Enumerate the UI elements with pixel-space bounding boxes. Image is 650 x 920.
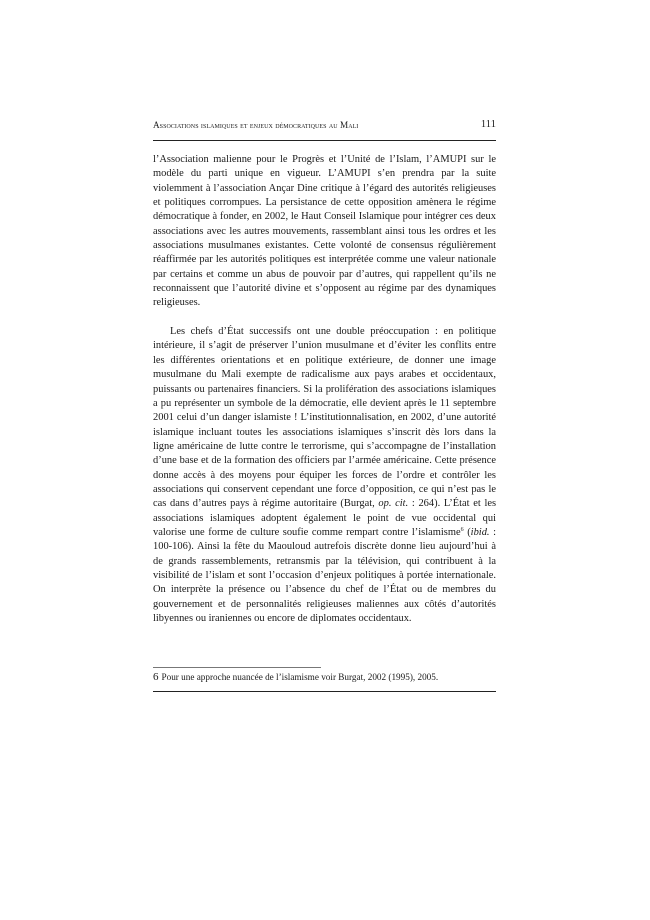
- paragraph-2-open-paren: (: [467, 526, 471, 538]
- citation-ibid: ibid.: [470, 526, 490, 538]
- footer-rule: [153, 691, 496, 692]
- header-rule: [153, 140, 496, 141]
- footnote-mark: 6: [153, 671, 159, 683]
- footnote: [153, 671, 496, 683]
- footnote-reference[interactable]: 6: [460, 526, 464, 533]
- footnote-separator: [153, 667, 321, 668]
- paragraph-2-part-2: : 264). L’État et les associations islamiques adoptent également le point de vue occidental qui valorise une forme de culture soufie comme rempart contre l’islamisme: [153, 498, 497, 538]
- footnote-text: Pour une approche nuancée de l’islamisme voir Burgat, 2002 (1995), 2005.: [161, 672, 439, 682]
- running-header: [153, 118, 496, 136]
- page-number: 111: [480, 119, 496, 130]
- paragraph-2: [153, 325, 496, 626]
- body-text: [153, 153, 496, 626]
- citation-op-cit: op. cit.: [378, 498, 409, 510]
- paragraph-2-part-3: : 100-106). Ainsi la fête du Maouloud autrefois discrète donne lieu aujourd’hui à de grands rassemblements, retransmis par la télévision, qui contribuent à la visibilité de l’islam et sont l’occasion d’enjeux politiques à portée internationale. On interprète la présence ou l’absence du chef de l’État ou de membres du gouvernement et de personnalités religieuses maliennes aux côtés d’autorités libyennes ou iraniennes ou encore de diplomates occidentaux.: [153, 526, 497, 624]
- running-title: Associations islamiques et enjeux démocratiques au Mali: [153, 120, 359, 130]
- paragraph-2-part-1: Les chefs d’État successifs ont une double préoccupation : en politique intérieure, il s’agit de préserver l’union musulmane et d’éviter les conflits entre les différentes orientations et en politique extérieure, de donner une image musulmane du Mali exempte de radicalisme aux pays arabes et occidentaux, puissants ou partenaires financiers. Si la prolifération des associations islamiques a pu représenter un symbole de la démocratie, elle devient après le 11 septembre 2001 celui d’un danger islamiste ! L’institutionnalisation, en 2002, d’une autorité islamique incluant toutes les associations islamiques s’inscrit dès lors dans la ligne américaine de lutte contre le terrorisme, qui s’accompagne de l’installation d’une base et de la formation des officiers par l’armée américaine. Cette présence donne accès à des moyens pour équiper les forces de l’ordre et contrôler les associations qui conservent cependant une force d’opposition, ce qui n’est pas le cas dans d’autres pays à régime autoritaire (Burgat,: [153, 326, 496, 510]
- paragraph-1: l’Association malienne pour le Progrès et l’Unité de l’Islam, l’AMUPI sur le modèle du parti unique en vigueur. L’AMUPI s’en prendra par la suite violemment à l’association Ançar Dine critique à l’égard des autorités religieuses et politiques corrompues. La persistance de cette opposition amènera le régime démocratique à fonder, en 2002, le Haut Conseil Islamique pour intégrer ces deux associations avec les autres mouvements, rassemblant ainsi tous les ordres et les associations musulmanes existantes. Cette volonté de consensus régulièrement réaffirmée par les autorités politiques est interprétée comme une valeur nationale par certains et comme un abus de pouvoir par d’autres, qui rappellent qu’ils ne reconnaissent que l’autorité divine et s’opposent au régime par des dynamiques religieuses.: [153, 154, 496, 309]
